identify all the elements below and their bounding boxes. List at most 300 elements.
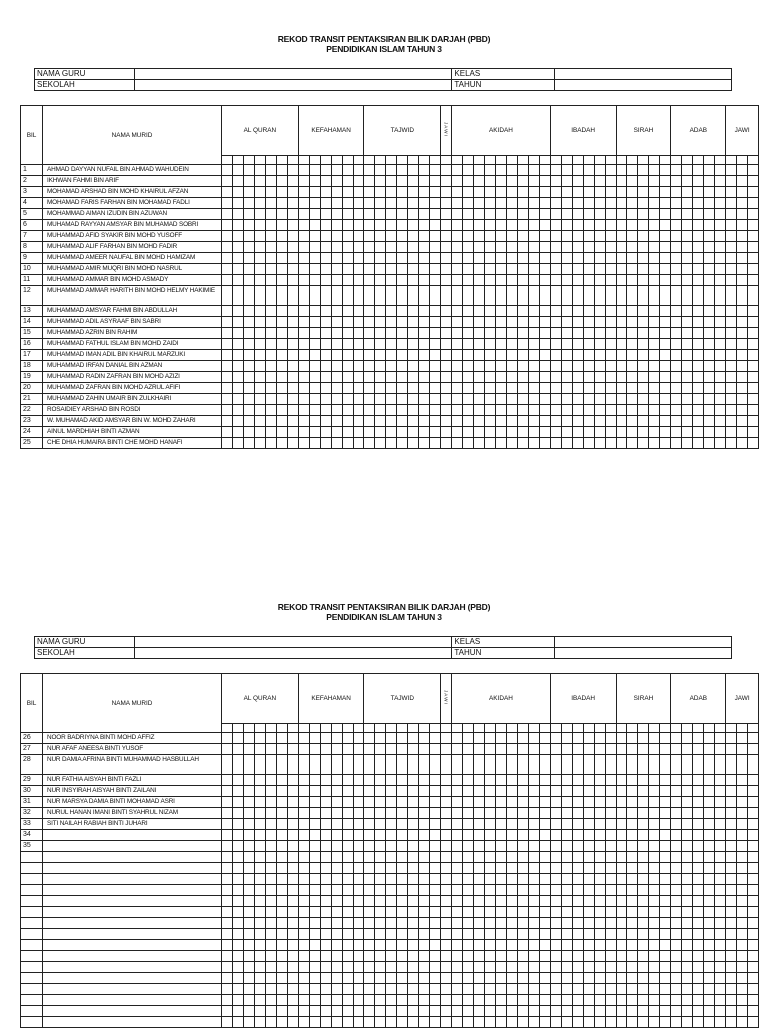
mark-cell[interactable] (474, 874, 485, 885)
mark-cell[interactable] (397, 198, 408, 209)
mark-cell[interactable] (265, 775, 276, 786)
mark-cell[interactable] (298, 744, 309, 755)
mark-cell[interactable] (583, 797, 594, 808)
mark-cell[interactable] (463, 808, 474, 819)
mark-cell[interactable] (616, 995, 627, 1006)
mark-cell[interactable] (495, 940, 506, 951)
mark-cell[interactable] (320, 275, 331, 286)
mark-cell[interactable] (638, 306, 649, 317)
mark-cell[interactable] (693, 253, 704, 264)
mark-cell[interactable] (594, 427, 605, 438)
mark-cell[interactable] (298, 984, 309, 995)
mark-cell[interactable] (375, 405, 386, 416)
mark-cell[interactable] (693, 416, 704, 427)
mark-cell[interactable] (408, 264, 419, 275)
mark-cell[interactable] (342, 896, 353, 907)
mark-cell[interactable] (748, 819, 759, 830)
mark-cell[interactable] (693, 852, 704, 863)
mark-cell[interactable] (222, 372, 233, 383)
mark-cell[interactable] (408, 786, 419, 797)
mark-cell[interactable] (441, 775, 452, 786)
mark-cell[interactable] (408, 187, 419, 198)
mark-cell[interactable] (254, 744, 265, 755)
mark-cell[interactable] (638, 973, 649, 984)
mark-cell[interactable] (594, 361, 605, 372)
mark-cell[interactable] (397, 317, 408, 328)
mark-cell[interactable] (495, 361, 506, 372)
mark-cell[interactable] (408, 885, 419, 896)
mark-cell[interactable] (485, 198, 496, 209)
mark-cell[interactable] (583, 361, 594, 372)
mark-cell[interactable] (243, 242, 254, 253)
mark-cell[interactable] (638, 841, 649, 852)
mark-cell[interactable] (528, 830, 539, 841)
mark-cell[interactable] (364, 929, 375, 940)
mark-cell[interactable] (419, 885, 430, 896)
mark-cell[interactable] (704, 940, 715, 951)
mark-cell[interactable] (342, 328, 353, 339)
mark-cell[interactable] (408, 306, 419, 317)
mark-cell[interactable] (298, 405, 309, 416)
mark-cell[interactable] (737, 995, 748, 1006)
mark-cell[interactable] (364, 918, 375, 929)
mark-cell[interactable] (276, 328, 287, 339)
mark-cell[interactable] (463, 416, 474, 427)
mark-cell[interactable] (364, 209, 375, 220)
mark-cell[interactable] (309, 841, 320, 852)
mark-cell[interactable] (693, 755, 704, 775)
mark-cell[interactable] (287, 852, 298, 863)
mark-cell[interactable] (397, 339, 408, 350)
mark-cell[interactable] (441, 317, 452, 328)
mark-cell[interactable] (287, 339, 298, 350)
mark-cell[interactable] (309, 797, 320, 808)
mark-cell[interactable] (561, 361, 572, 372)
mark-cell[interactable] (243, 755, 254, 775)
mark-cell[interactable] (517, 383, 528, 394)
mark-cell[interactable] (353, 863, 364, 874)
mark-cell[interactable] (342, 830, 353, 841)
mark-cell[interactable] (715, 427, 726, 438)
mark-cell[interactable] (353, 187, 364, 198)
mark-cell[interactable] (671, 885, 682, 896)
mark-cell[interactable] (243, 253, 254, 264)
mark-cell[interactable] (419, 275, 430, 286)
mark-cell[interactable] (572, 984, 583, 995)
mark-cell[interactable] (550, 438, 561, 449)
mark-cell[interactable] (474, 918, 485, 929)
mark-cell[interactable] (419, 339, 430, 350)
mark-cell[interactable] (364, 165, 375, 176)
mark-cell[interactable] (605, 874, 616, 885)
mark-cell[interactable] (430, 874, 441, 885)
mark-cell[interactable] (298, 165, 309, 176)
mark-cell[interactable] (528, 242, 539, 253)
mark-cell[interactable] (254, 165, 265, 176)
mark-cell[interactable] (550, 973, 561, 984)
mark-cell[interactable] (517, 253, 528, 264)
mark-cell[interactable] (342, 306, 353, 317)
mark-cell[interactable] (309, 885, 320, 896)
mark-cell[interactable] (254, 907, 265, 918)
mark-cell[interactable] (254, 176, 265, 187)
mark-cell[interactable] (287, 786, 298, 797)
mark-cell[interactable] (441, 165, 452, 176)
mark-cell[interactable] (572, 1017, 583, 1028)
mark-cell[interactable] (474, 306, 485, 317)
mark-cell[interactable] (583, 372, 594, 383)
mark-cell[interactable] (419, 198, 430, 209)
mark-cell[interactable] (353, 907, 364, 918)
mark-cell[interactable] (386, 209, 397, 220)
mark-cell[interactable] (495, 350, 506, 361)
mark-cell[interactable] (572, 797, 583, 808)
mark-cell[interactable] (441, 907, 452, 918)
mark-cell[interactable] (298, 841, 309, 852)
mark-cell[interactable] (517, 187, 528, 198)
mark-cell[interactable] (704, 995, 715, 1006)
mark-cell[interactable] (583, 841, 594, 852)
mark-cell[interactable] (704, 819, 715, 830)
mark-cell[interactable] (463, 995, 474, 1006)
mark-cell[interactable] (265, 198, 276, 209)
mark-cell[interactable] (452, 1006, 463, 1017)
mark-cell[interactable] (561, 995, 572, 1006)
mark-cell[interactable] (309, 427, 320, 438)
mark-cell[interactable] (616, 339, 627, 350)
mark-cell[interactable] (408, 275, 419, 286)
mark-cell[interactable] (704, 797, 715, 808)
mark-cell[interactable] (539, 1017, 550, 1028)
mark-cell[interactable] (671, 176, 682, 187)
mark-cell[interactable] (408, 819, 419, 830)
mark-cell[interactable] (276, 405, 287, 416)
mark-cell[interactable] (309, 733, 320, 744)
mark-cell[interactable] (649, 1017, 660, 1028)
mark-cell[interactable] (594, 165, 605, 176)
mark-cell[interactable] (583, 187, 594, 198)
mark-cell[interactable] (222, 874, 233, 885)
mark-cell[interactable] (748, 797, 759, 808)
mark-cell[interactable] (561, 339, 572, 350)
mark-cell[interactable] (463, 405, 474, 416)
mark-cell[interactable] (397, 1017, 408, 1028)
mark-cell[interactable] (627, 995, 638, 1006)
mark-cell[interactable] (397, 187, 408, 198)
mark-cell[interactable] (331, 209, 342, 220)
mark-cell[interactable] (430, 885, 441, 896)
mark-cell[interactable] (298, 176, 309, 187)
mark-cell[interactable] (276, 951, 287, 962)
mark-cell[interactable] (375, 220, 386, 231)
mark-cell[interactable] (693, 984, 704, 995)
mark-cell[interactable] (649, 775, 660, 786)
mark-cell[interactable] (397, 962, 408, 973)
mark-cell[interactable] (528, 220, 539, 231)
mark-cell[interactable] (682, 394, 693, 405)
mark-cell[interactable] (704, 264, 715, 275)
mark-cell[interactable] (276, 852, 287, 863)
mark-cell[interactable] (539, 1006, 550, 1017)
mark-cell[interactable] (506, 328, 517, 339)
mark-cell[interactable] (616, 863, 627, 874)
mark-cell[interactable] (232, 755, 243, 775)
mark-cell[interactable] (232, 1017, 243, 1028)
mark-cell[interactable] (616, 394, 627, 405)
mark-cell[interactable] (254, 253, 265, 264)
mark-cell[interactable] (660, 874, 671, 885)
mark-cell[interactable] (528, 187, 539, 198)
mark-cell[interactable] (254, 317, 265, 328)
mark-cell[interactable] (419, 744, 430, 755)
mark-cell[interactable] (737, 940, 748, 951)
mark-cell[interactable] (222, 264, 233, 275)
mark-cell[interactable] (419, 286, 430, 306)
mark-cell[interactable] (309, 918, 320, 929)
mark-cell[interactable] (561, 220, 572, 231)
mark-cell[interactable] (331, 253, 342, 264)
mark-cell[interactable] (682, 328, 693, 339)
mark-cell[interactable] (682, 350, 693, 361)
mark-cell[interactable] (222, 808, 233, 819)
mark-cell[interactable] (693, 165, 704, 176)
mark-cell[interactable] (408, 339, 419, 350)
mark-cell[interactable] (660, 339, 671, 350)
mark-cell[interactable] (265, 328, 276, 339)
mark-cell[interactable] (550, 187, 561, 198)
mark-cell[interactable] (660, 984, 671, 995)
mark-cell[interactable] (232, 176, 243, 187)
mark-cell[interactable] (222, 187, 233, 198)
mark-cell[interactable] (550, 744, 561, 755)
mark-cell[interactable] (671, 209, 682, 220)
mark-cell[interactable] (671, 808, 682, 819)
mark-cell[interactable] (605, 242, 616, 253)
tahun-field[interactable] (555, 80, 732, 91)
mark-cell[interactable] (232, 394, 243, 405)
mark-cell[interactable] (375, 209, 386, 220)
mark-cell[interactable] (331, 275, 342, 286)
mark-cell[interactable] (254, 438, 265, 449)
mark-cell[interactable] (616, 841, 627, 852)
mark-cell[interactable] (649, 744, 660, 755)
mark-cell[interactable] (528, 350, 539, 361)
mark-cell[interactable] (386, 808, 397, 819)
mark-cell[interactable] (276, 317, 287, 328)
mark-cell[interactable] (748, 973, 759, 984)
mark-cell[interactable] (737, 275, 748, 286)
mark-cell[interactable] (506, 209, 517, 220)
mark-cell[interactable] (682, 383, 693, 394)
mark-cell[interactable] (583, 775, 594, 786)
mark-cell[interactable] (726, 951, 737, 962)
mark-cell[interactable] (452, 1017, 463, 1028)
mark-cell[interactable] (397, 286, 408, 306)
mark-cell[interactable] (627, 275, 638, 286)
mark-cell[interactable] (265, 264, 276, 275)
mark-cell[interactable] (539, 361, 550, 372)
mark-cell[interactable] (748, 306, 759, 317)
mark-cell[interactable] (704, 841, 715, 852)
mark-cell[interactable] (353, 775, 364, 786)
mark-cell[interactable] (430, 797, 441, 808)
mark-cell[interactable] (397, 744, 408, 755)
mark-cell[interactable] (309, 264, 320, 275)
mark-cell[interactable] (616, 984, 627, 995)
mark-cell[interactable] (605, 775, 616, 786)
mark-cell[interactable] (408, 797, 419, 808)
mark-cell[interactable] (331, 394, 342, 405)
mark-cell[interactable] (616, 755, 627, 775)
mark-cell[interactable] (627, 962, 638, 973)
mark-cell[interactable] (463, 929, 474, 940)
mark-cell[interactable] (485, 416, 496, 427)
mark-cell[interactable] (660, 995, 671, 1006)
mark-cell[interactable] (649, 896, 660, 907)
mark-cell[interactable] (287, 383, 298, 394)
mark-cell[interactable] (704, 328, 715, 339)
mark-cell[interactable] (386, 744, 397, 755)
mark-cell[interactable] (682, 808, 693, 819)
mark-cell[interactable] (441, 1017, 452, 1028)
mark-cell[interactable] (408, 328, 419, 339)
mark-cell[interactable] (222, 995, 233, 1006)
mark-cell[interactable] (386, 907, 397, 918)
mark-cell[interactable] (627, 242, 638, 253)
mark-cell[interactable] (550, 929, 561, 940)
mark-cell[interactable] (265, 830, 276, 841)
mark-cell[interactable] (353, 973, 364, 984)
mark-cell[interactable] (715, 286, 726, 306)
mark-cell[interactable] (550, 176, 561, 187)
mark-cell[interactable] (222, 973, 233, 984)
mark-cell[interactable] (660, 187, 671, 198)
mark-cell[interactable] (561, 275, 572, 286)
mark-cell[interactable] (243, 973, 254, 984)
mark-cell[interactable] (243, 995, 254, 1006)
mark-cell[interactable] (528, 940, 539, 951)
mark-cell[interactable] (572, 165, 583, 176)
mark-cell[interactable] (419, 962, 430, 973)
mark-cell[interactable] (726, 819, 737, 830)
mark-cell[interactable] (419, 951, 430, 962)
mark-cell[interactable] (495, 962, 506, 973)
mark-cell[interactable] (638, 896, 649, 907)
mark-cell[interactable] (331, 231, 342, 242)
mark-cell[interactable] (627, 427, 638, 438)
mark-cell[interactable] (408, 874, 419, 885)
mark-cell[interactable] (320, 231, 331, 242)
mark-cell[interactable] (528, 973, 539, 984)
mark-cell[interactable] (353, 405, 364, 416)
mark-cell[interactable] (276, 427, 287, 438)
mark-cell[interactable] (638, 962, 649, 973)
mark-cell[interactable] (539, 995, 550, 1006)
mark-cell[interactable] (638, 984, 649, 995)
mark-cell[interactable] (408, 755, 419, 775)
mark-cell[interactable] (627, 264, 638, 275)
mark-cell[interactable] (550, 918, 561, 929)
mark-cell[interactable] (693, 907, 704, 918)
mark-cell[interactable] (627, 187, 638, 198)
mark-cell[interactable] (517, 841, 528, 852)
mark-cell[interactable] (572, 918, 583, 929)
mark-cell[interactable] (353, 264, 364, 275)
mark-cell[interactable] (693, 808, 704, 819)
mark-cell[interactable] (594, 187, 605, 198)
mark-cell[interactable] (309, 907, 320, 918)
mark-cell[interactable] (594, 786, 605, 797)
mark-cell[interactable] (550, 874, 561, 885)
mark-cell[interactable] (441, 231, 452, 242)
mark-cell[interactable] (671, 361, 682, 372)
mark-cell[interactable] (660, 940, 671, 951)
mark-cell[interactable] (430, 176, 441, 187)
mark-cell[interactable] (463, 1017, 474, 1028)
mark-cell[interactable] (265, 1017, 276, 1028)
mark-cell[interactable] (638, 165, 649, 176)
mark-cell[interactable] (605, 306, 616, 317)
mark-cell[interactable] (748, 264, 759, 275)
mark-cell[interactable] (485, 755, 496, 775)
mark-cell[interactable] (726, 907, 737, 918)
mark-cell[interactable] (649, 165, 660, 176)
mark-cell[interactable] (386, 841, 397, 852)
mark-cell[interactable] (627, 209, 638, 220)
mark-cell[interactable] (495, 830, 506, 841)
kelas-field[interactable] (555, 69, 732, 80)
mark-cell[interactable] (298, 187, 309, 198)
mark-cell[interactable] (364, 264, 375, 275)
mark-cell[interactable] (517, 350, 528, 361)
mark-cell[interactable] (485, 984, 496, 995)
mark-cell[interactable] (419, 874, 430, 885)
mark-cell[interactable] (748, 427, 759, 438)
mark-cell[interactable] (331, 907, 342, 918)
mark-cell[interactable] (638, 264, 649, 275)
mark-cell[interactable] (485, 187, 496, 198)
mark-cell[interactable] (616, 220, 627, 231)
mark-cell[interactable] (649, 907, 660, 918)
mark-cell[interactable] (671, 306, 682, 317)
mark-cell[interactable] (583, 416, 594, 427)
mark-cell[interactable] (298, 339, 309, 350)
mark-cell[interactable] (605, 1017, 616, 1028)
mark-cell[interactable] (243, 317, 254, 328)
mark-cell[interactable] (331, 929, 342, 940)
mark-cell[interactable] (528, 786, 539, 797)
mark-cell[interactable] (320, 940, 331, 951)
mark-cell[interactable] (737, 830, 748, 841)
mark-cell[interactable] (276, 819, 287, 830)
mark-cell[interactable] (528, 874, 539, 885)
mark-cell[interactable] (232, 819, 243, 830)
mark-cell[interactable] (298, 973, 309, 984)
mark-cell[interactable] (474, 786, 485, 797)
mark-cell[interactable] (517, 863, 528, 874)
mark-cell[interactable] (704, 286, 715, 306)
mark-cell[interactable] (649, 286, 660, 306)
mark-cell[interactable] (265, 242, 276, 253)
mark-cell[interactable] (506, 198, 517, 209)
mark-cell[interactable] (474, 242, 485, 253)
mark-cell[interactable] (353, 394, 364, 405)
mark-cell[interactable] (660, 394, 671, 405)
mark-cell[interactable] (572, 361, 583, 372)
mark-cell[interactable] (222, 317, 233, 328)
mark-cell[interactable] (748, 907, 759, 918)
mark-cell[interactable] (419, 929, 430, 940)
